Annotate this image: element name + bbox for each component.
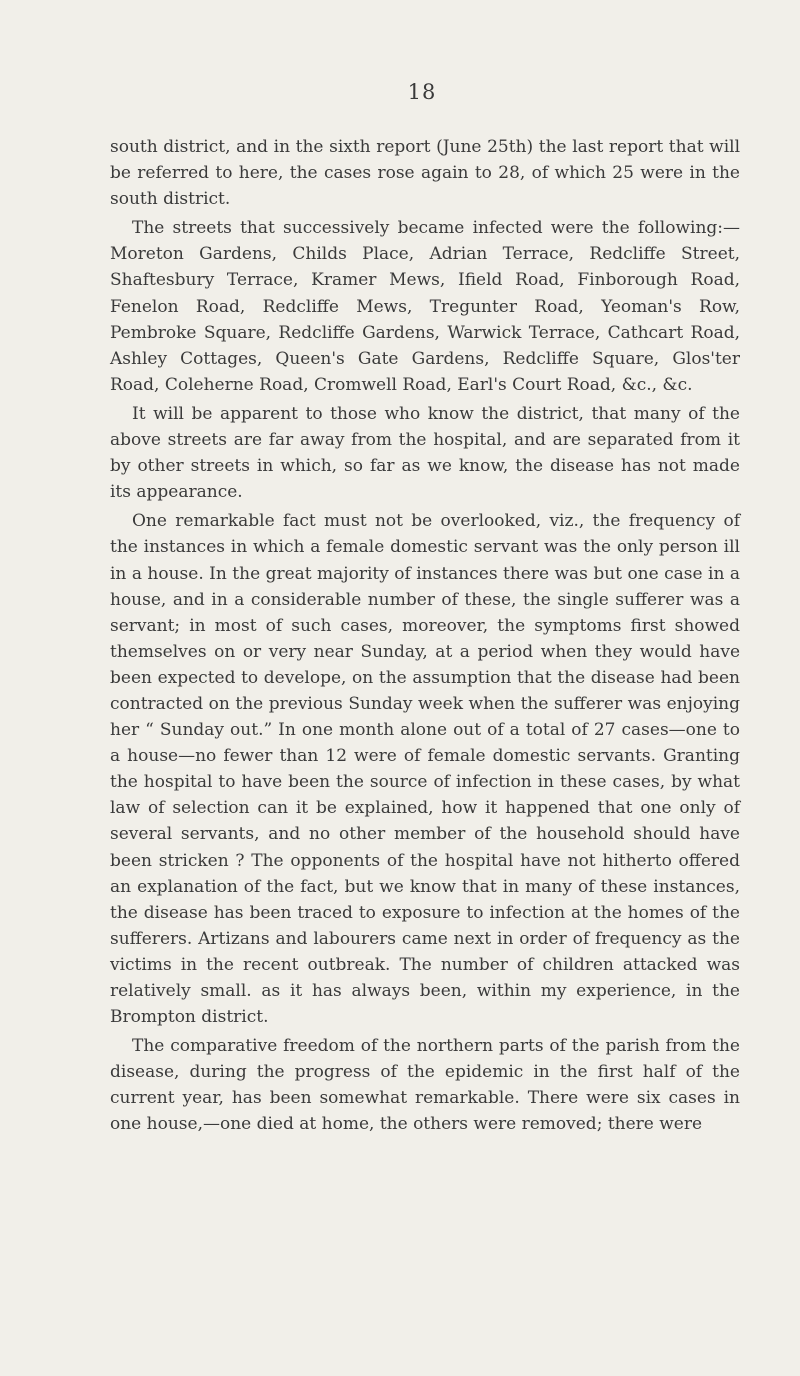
body-text — [110, 134, 740, 1141]
paragraph-domestic-servants: One remarkable fact must not be overlooked, viz., the frequency of the instances in which a female domestic servant was the only person ill in a house. In the great majority of instances there was but one case in a house, and in a considerable number of these, the single sufferer was a servant; in most of such cases, moreover, the symptoms first showed themselves on or very near Sunday, at a period when they would have been expected to develope, on the assumption that the disease had been contracted on the previous Sunday week when the sufferer was enjoying her “ Sunday out.” In one month alone out of a total of 27 cases—one to a house—no fewer than 12 were of female domestic servants. Granting the hospital to have been the source of infection in these cases, by what law of selection can it be explained, how it happened that one only of several servants, and no other member of the household should have been stricken ? The opponents of the hospital have not hitherto offered an explanation of the fact, but we know that in many of these instances, the disease has been traced to exposure to infection at the homes of the sufferers. Artizans and labourers came next in order of frequency as the victims in the recent outbreak. The number of children attacked was relatively small. as it has always been, within my experience, in the Brompton district. — [110, 511, 740, 1028]
page-number: 18 — [407, 80, 437, 104]
paragraph-northern-parts: The comparative freedom of the northern parts of the parish from the disease, during the progress of the epidemic in the first half of the current year, has been somewhat remarkable. There were six cases in one house,—one died at home, the others were removed; there were — [110, 1036, 740, 1135]
paragraph-distance-from-hospital: It will be apparent to those who know the district, that many of the above streets are far away from the hospital, and are separated from it by other streets in which, so far as we know, the disease has not made its appearance. — [110, 403, 740, 503]
paragraph-continuation: south district, and in the sixth report (June 25th) the last report that will be referred to here, the cases rose again to 28, of which 25 were in the south district. — [110, 137, 740, 210]
paragraph-infected-streets: The streets that successively became infected were the following:— Moreton Gardens, Childs Place, Adrian Terrace, Redcliffe Street, Shaftesbury Terrace, Kramer Mews, Ifield Road, Finborough Road, Fenelon Road, Redcliffe Mews, Tregunter Road, Yeoman's Row, Pembroke Square, Redcliffe Gardens, Warwick Terrace, Cathcart Road, Ashley Cottages, Queen's Gate Gardens, Redcliffe Square, Glos'ter Road, Coleherne Road, Cromwell Road, Earl's Court Road, &c., &c. — [110, 218, 740, 395]
